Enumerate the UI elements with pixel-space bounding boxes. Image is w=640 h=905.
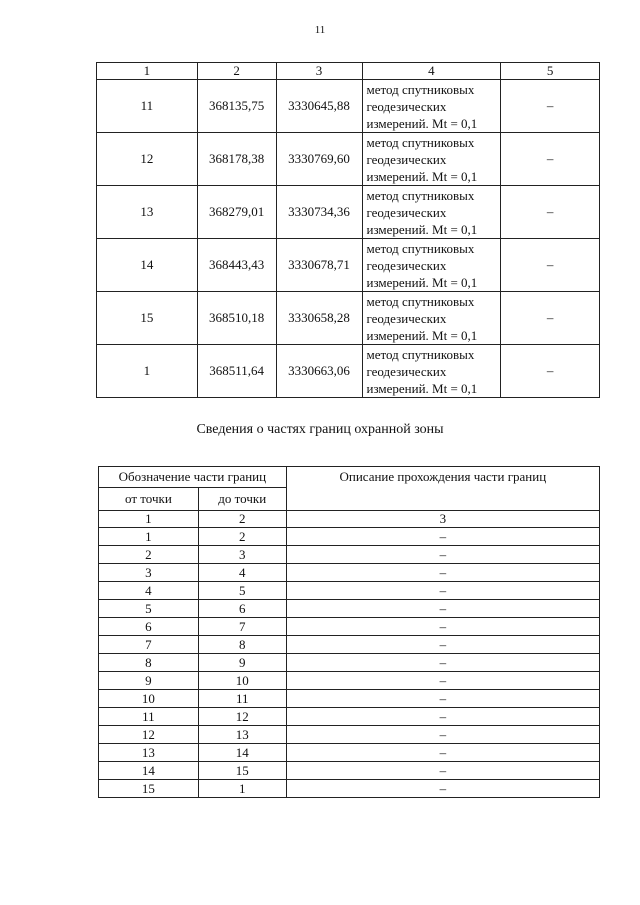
column-number: 4 [362, 63, 501, 80]
y-coordinate-cell: 3330645,88 [276, 80, 362, 133]
table-row [99, 528, 600, 546]
to-point-cell: 15 [198, 762, 286, 780]
description-cell: – [286, 528, 599, 546]
boundary-part-designation-header: Обозначение части границ [99, 467, 287, 488]
parts-column-numbers [99, 511, 600, 528]
table-row [99, 744, 600, 762]
table-row [99, 636, 600, 654]
table-row [99, 618, 600, 636]
method-line: измерений. Mt = 0,1 [366, 274, 478, 290]
table-row [99, 546, 600, 564]
method-cell [362, 186, 501, 239]
to-point-cell: 3 [198, 546, 286, 564]
table-row [99, 726, 600, 744]
point-number-cell: 1 [97, 345, 198, 398]
method-cell [362, 345, 501, 398]
to-point-cell: 13 [198, 726, 286, 744]
to-point-cell: 8 [198, 636, 286, 654]
column5-cell: – [501, 133, 600, 186]
from-point-cell: 6 [99, 618, 199, 636]
description-cell: – [286, 546, 599, 564]
column5-cell: – [501, 186, 600, 239]
to-point-cell: 6 [198, 600, 286, 618]
x-coordinate-cell: 368279,01 [197, 186, 276, 239]
description-cell: – [286, 762, 599, 780]
y-coordinate-cell: 3330769,60 [276, 133, 362, 186]
from-point-cell: 13 [99, 744, 199, 762]
method-line: метод спутниковых [366, 81, 475, 97]
y-coordinate-cell: 3330678,71 [276, 239, 362, 292]
table-row [97, 345, 600, 398]
method-cell [362, 133, 501, 186]
from-point-cell: 14 [99, 762, 199, 780]
method-line: геодезических [366, 151, 447, 167]
x-coordinate-cell: 368443,43 [197, 239, 276, 292]
table-row [99, 708, 600, 726]
table-row [99, 654, 600, 672]
method-line: геодезических [366, 363, 447, 379]
to-point-cell: 10 [198, 672, 286, 690]
column-number: 5 [501, 63, 600, 80]
point-number-cell: 12 [97, 133, 198, 186]
from-point-cell: 7 [99, 636, 199, 654]
column5-cell: – [501, 345, 600, 398]
from-point-cell: 10 [99, 690, 199, 708]
method-line: метод спутниковых [366, 240, 475, 256]
to-point-cell: 9 [198, 654, 286, 672]
description-cell: – [286, 744, 599, 762]
column5-cell: – [501, 239, 600, 292]
boundary-part-description-header: Описание прохождения части границ [286, 467, 599, 511]
description-cell: – [286, 564, 599, 582]
method-cell [362, 292, 501, 345]
from-point-cell: 5 [99, 600, 199, 618]
method-cell [362, 80, 501, 133]
table-row [99, 762, 600, 780]
table-row [99, 780, 600, 798]
table-row [99, 600, 600, 618]
table-row [97, 239, 600, 292]
method-line: геодезических [366, 310, 447, 326]
from-point-cell: 12 [99, 726, 199, 744]
y-coordinate-cell: 3330658,28 [276, 292, 362, 345]
page-number: 11 [314, 24, 326, 36]
description-cell: – [286, 636, 599, 654]
description-cell: – [286, 654, 599, 672]
boundary-parts-table [98, 466, 600, 798]
table-row [97, 292, 600, 345]
method-line: измерений. Mt = 0,1 [366, 327, 478, 343]
description-cell: – [286, 582, 599, 600]
method-line: измерений. Mt = 0,1 [366, 168, 478, 184]
column5-cell: – [501, 292, 600, 345]
x-coordinate-cell: 368511,64 [197, 345, 276, 398]
column-number: 2 [197, 63, 276, 80]
method-line: метод спутниковых [366, 293, 475, 309]
from-point-cell: 4 [99, 582, 199, 600]
description-cell: – [286, 726, 599, 744]
from-point-cell: 3 [99, 564, 199, 582]
method-line: измерений. Mt = 0,1 [366, 380, 478, 396]
to-point-cell: 11 [198, 690, 286, 708]
section-title: Сведения о частях границ охранной зоны [196, 422, 444, 437]
column-number: 3 [276, 63, 362, 80]
y-coordinate-cell: 3330734,36 [276, 186, 362, 239]
table-row [97, 80, 600, 133]
to-point-cell: 7 [198, 618, 286, 636]
point-number-cell: 14 [97, 239, 198, 292]
column-number: 3 [286, 511, 599, 528]
from-point-cell: 1 [99, 528, 199, 546]
table-row [99, 582, 600, 600]
from-point-cell: 8 [99, 654, 199, 672]
x-coordinate-cell: 368178,38 [197, 133, 276, 186]
method-line: геодезических [366, 204, 447, 220]
to-point-cell: 1 [198, 780, 286, 798]
point-number-cell: 11 [97, 80, 198, 133]
x-coordinate-cell: 368510,18 [197, 292, 276, 345]
description-cell: – [286, 618, 599, 636]
description-cell: – [286, 600, 599, 618]
column-number: 1 [99, 511, 199, 528]
table-row [99, 690, 600, 708]
method-line: метод спутниковых [366, 346, 475, 362]
parts-header-row [99, 467, 600, 488]
to-point-cell: 5 [198, 582, 286, 600]
point-number-cell: 13 [97, 186, 198, 239]
method-cell [362, 239, 501, 292]
table-row [99, 564, 600, 582]
column-number: 2 [198, 511, 286, 528]
from-point-cell: 11 [99, 708, 199, 726]
description-cell: – [286, 672, 599, 690]
column-number: 1 [97, 63, 198, 80]
coordinates-column-numbers [97, 63, 600, 80]
to-point-cell: 2 [198, 528, 286, 546]
table-row [97, 186, 600, 239]
x-coordinate-cell: 368135,75 [197, 80, 276, 133]
description-cell: – [286, 780, 599, 798]
table-row [99, 672, 600, 690]
from-point-cell: 15 [99, 780, 199, 798]
y-coordinate-cell: 3330663,06 [276, 345, 362, 398]
method-line: геодезических [366, 257, 447, 273]
to-point-cell: 12 [198, 708, 286, 726]
coordinates-table [96, 62, 600, 398]
to-point-cell: 14 [198, 744, 286, 762]
column5-cell: – [501, 80, 600, 133]
method-line: измерений. Mt = 0,1 [366, 221, 478, 237]
method-line: метод спутниковых [366, 187, 475, 203]
to-point-header: до точки [198, 488, 286, 511]
method-line: измерений. Mt = 0,1 [366, 115, 478, 131]
description-cell: – [286, 708, 599, 726]
table-row [97, 133, 600, 186]
from-point-cell: 9 [99, 672, 199, 690]
point-number-cell: 15 [97, 292, 198, 345]
method-line: метод спутниковых [366, 134, 475, 150]
from-point-header: от точки [99, 488, 199, 511]
description-cell: – [286, 690, 599, 708]
from-point-cell: 2 [99, 546, 199, 564]
method-line: геодезических [366, 98, 447, 114]
to-point-cell: 4 [198, 564, 286, 582]
